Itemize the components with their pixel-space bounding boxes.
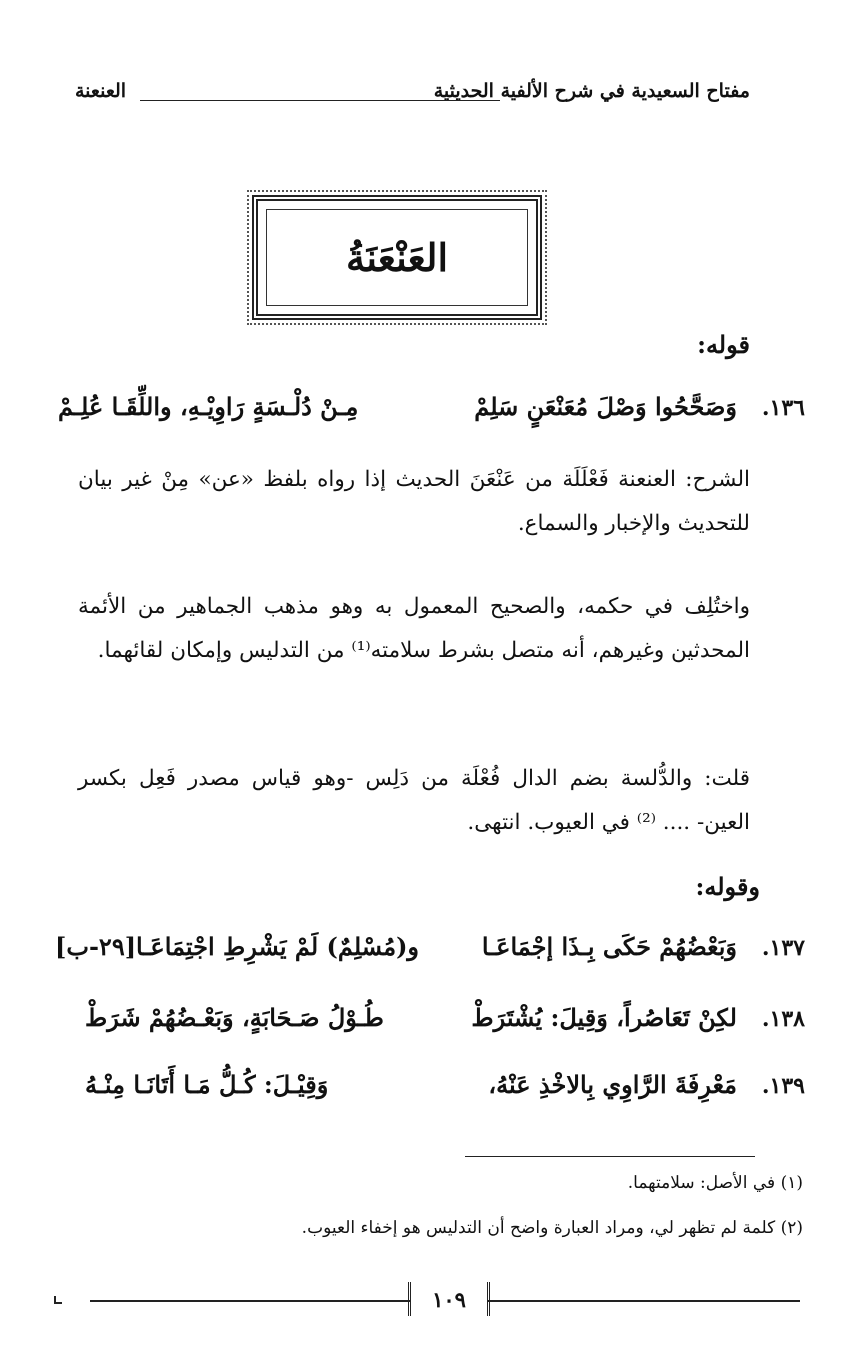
commentary-paragraph: قلت: والدُّلسة بضم الدال فُعْلَة من دَلِس -وهو قياس مصدر فَعِل بكسر العين- .... ⁽²⁾ في العيوب. انتهى. bbox=[78, 766, 750, 835]
footnote: (١) في الأصل: سلامتهما. bbox=[627, 1173, 803, 1193]
footnote: (٢) كلمة لم تظهر لي، ومراد العبارة واضح أن التدليس هو إخفاء العيوب. bbox=[301, 1218, 803, 1238]
corner-mark bbox=[54, 1296, 62, 1304]
chapter-title: العَنْعَنَةُ bbox=[345, 235, 449, 280]
chapter-title-frame bbox=[252, 195, 542, 320]
footer-rule bbox=[90, 1300, 410, 1302]
running-header-title: مفتاح السعيدية في شرح الألفية الحديثية bbox=[433, 80, 750, 102]
verse-number: ١٣٨. bbox=[761, 1006, 805, 1032]
verse-left-hemistich: وَقِيْـلَ: كُـلُّ مَـا أَتَانَـا مِنْـهُ bbox=[85, 1070, 329, 1099]
section-label: وقوله: bbox=[695, 872, 760, 901]
running-header-chapter: العنعنة bbox=[75, 80, 127, 102]
verse-left-hemistich: مِـنْ دُلْـسَةٍ رَاوِيْـهِ، واللِّقَـا عُلِـمْ bbox=[58, 392, 359, 421]
verse-left-hemistich: طُـوْلُ صَـحَابَةٍ، وَبَعْـضُهُمْ شَرَطْ bbox=[85, 1003, 384, 1032]
commentary-paragraph: الشرح: العنعنة فَعْلَلَة من عَنْعَنَ الحديث إذا رواه بلفظ «عن» مِنْ غير بيان للتحديث والإخبار والسماع. bbox=[78, 467, 750, 536]
verse-right-hemistich: مَعْرِفَةَ الرَّاوِي بِالاخْذِ عَنْهُ، bbox=[488, 1070, 737, 1099]
verse-right-hemistich: لكِنْ تَعَاصُراً، وَقِيلَ: يُشْتَرَطْ bbox=[471, 1003, 737, 1032]
footer-rule bbox=[488, 1300, 800, 1302]
header-rule bbox=[140, 100, 500, 101]
commentary-paragraph: واختُلِف في حكمه، والصحيح المعمول به وهو مذهب الجماهير من الأئمة المحدثين وغيرهم، أنه متصل بشرط سلامته⁽¹⁾ من التدليس وإمكان لقائهما. bbox=[78, 594, 750, 663]
page-number: ١٠٩ bbox=[408, 1282, 490, 1316]
verse-right-hemistich: وَبَعْضُهُمْ حَكَى بِـذَا إجْمَاعَـا bbox=[481, 932, 737, 961]
verse-number: ١٣٩. bbox=[761, 1073, 805, 1099]
section-label: قوله: bbox=[697, 330, 750, 359]
verse-right-hemistich: وَصَحَّحُوا وَصْلَ مُعَنْعَنٍ سَلِمْ bbox=[474, 392, 737, 421]
verse-left-hemistich: و(مُسْلِمٌ) لَمْ يَشْرِطِ اجْتِمَاعَـا[٢٩-ب] bbox=[55, 932, 420, 961]
verse-number: ١٣٧. bbox=[761, 935, 805, 961]
footnote-rule bbox=[465, 1156, 755, 1157]
verse-number: ١٣٦. bbox=[761, 395, 805, 421]
